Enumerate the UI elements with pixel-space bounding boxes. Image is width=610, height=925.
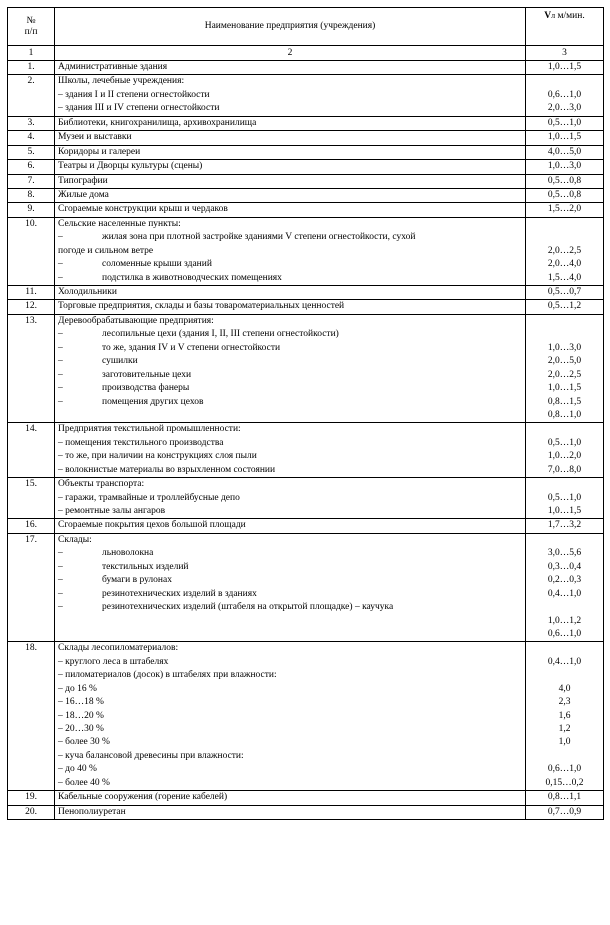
table-row — [8, 519, 604, 533]
table-row — [8, 300, 604, 314]
row-name-line: Склады: — [58, 534, 92, 545]
row-number — [8, 116, 55, 130]
row-value-line: 1,0…1,5 — [547, 132, 582, 143]
column-number-1: 1 — [8, 46, 55, 61]
row-number-text: 3. — [27, 117, 35, 128]
dash-bullet: – — [58, 602, 63, 613]
row-name-line: Предприятия текстильной промышленности: — [58, 424, 241, 435]
table-row — [8, 642, 604, 791]
row-number — [8, 300, 55, 314]
row-value-line — [526, 669, 603, 682]
row-name — [55, 174, 526, 188]
row-value-line — [526, 315, 603, 328]
row-name-line-text: текстильных изделий — [102, 561, 189, 572]
row-name — [55, 642, 526, 791]
row-name — [55, 116, 526, 130]
row-number — [8, 805, 55, 819]
row-name-line: – 20…30 % — [58, 724, 104, 734]
row-name — [55, 478, 526, 519]
row-value-line: 1,7…3,2 — [547, 520, 582, 531]
row-name-line-text: помещения других цехов — [102, 396, 204, 407]
row-name-line: Холодильники — [58, 287, 117, 297]
row-name-line-text: резинотехнических изделий (штабеля на открытой площадке) – каучука — [102, 602, 394, 613]
row-number — [8, 203, 55, 217]
row-value-line: 0,3…0,4 — [547, 561, 582, 572]
row-name-line: – до 40 % — [58, 764, 97, 775]
row-name-line — [55, 258, 525, 271]
row-name-line-text: заготовительные цехи — [102, 369, 192, 380]
row-value-line: 0,8…1,5 — [547, 396, 582, 407]
row-number — [8, 478, 55, 519]
row-value-line: 0,5…1,0 — [547, 492, 582, 503]
row-name-line: – круглого леса в штабелях — [58, 656, 169, 667]
row-name-line: Пенополиуретан — [58, 806, 126, 817]
row-name-line — [55, 231, 525, 244]
row-name-line: Сгораемые конструкции крыш и чердаков — [58, 204, 228, 215]
row-number — [8, 145, 55, 159]
row-value-line — [526, 75, 603, 88]
row-value-line: 0,6…1,0 — [547, 764, 582, 775]
row-name-line: – гаражи, трамвайные и троллейбусные депо — [58, 492, 240, 503]
row-name-line — [55, 272, 525, 285]
row-number-text: 14. — [25, 424, 37, 435]
row-name-line: – здания III и IV степени огнестойкости — [58, 103, 220, 114]
header-name-cell: Наименование предприятия (учреждения) — [55, 8, 526, 46]
row-name-line — [55, 342, 525, 355]
row-value-line — [526, 750, 603, 763]
row-name-line — [55, 547, 525, 560]
row-value-line: 7,0…8,0 — [547, 464, 582, 475]
row-name — [55, 61, 526, 75]
row-number-text: 15. — [25, 479, 37, 490]
row-name — [55, 145, 526, 159]
row-value — [526, 805, 604, 819]
row-value — [526, 519, 604, 533]
row-value-line: 1,0…3,0 — [547, 342, 582, 353]
row-name-line: Библиотеки, книгохранилища, архивохранилища — [58, 117, 257, 128]
row-value-line: 4,0 — [558, 683, 571, 694]
header-value-unit: м/мин. — [555, 11, 585, 21]
row-value-line — [526, 328, 603, 341]
dash-bullet: – — [58, 396, 63, 407]
row-name-line — [55, 382, 525, 395]
row-name-line: Деревообрабатывающие предприятия: — [58, 315, 214, 326]
row-number-text: 9. — [27, 204, 35, 215]
row-value-line: 1,0 — [558, 737, 571, 748]
row-value — [526, 145, 604, 159]
row-name-line-text: подстилка в животноводческих помещениях — [102, 272, 282, 283]
row-number — [8, 286, 55, 300]
row-number-text: 16. — [25, 520, 37, 531]
row-value-line: 0,5…1,0 — [547, 117, 582, 128]
row-name-line: погоде и сильном ветре — [58, 245, 154, 256]
row-value-line: 1,5…2,0 — [547, 204, 582, 215]
row-number-text: 18. — [25, 643, 37, 654]
row-value-line: 2,3 — [558, 697, 571, 708]
table-row — [8, 286, 604, 300]
row-number-text: 17. — [25, 534, 37, 545]
row-value-line — [526, 642, 603, 655]
row-name-line: Школы, лечебные учреждения: — [58, 76, 185, 87]
dash-bullet: – — [58, 575, 63, 586]
row-value-line — [526, 478, 603, 491]
row-name-line — [55, 588, 525, 601]
row-value-line: 2,0…5,0 — [547, 356, 582, 367]
row-value-line: 0,5…1,0 — [547, 437, 582, 448]
table-row — [8, 791, 604, 805]
dash-bullet: – — [58, 259, 63, 270]
table-row — [8, 160, 604, 174]
header-number-symbol: № — [26, 15, 36, 26]
dash-bullet: – — [58, 548, 63, 559]
row-value-line: 0,6…1,0 — [547, 89, 582, 100]
row-name-line-text: соломенные крыши зданий — [102, 259, 212, 270]
row-number-text: 13. — [25, 315, 37, 326]
table-row — [8, 423, 604, 478]
row-value-line — [526, 231, 603, 244]
row-number-text: 5. — [27, 146, 35, 157]
dash-bullet: – — [58, 356, 63, 367]
row-name-line: – 16…18 % — [58, 697, 104, 708]
table-row — [8, 61, 604, 75]
row-name-line — [55, 574, 525, 587]
table-header-row — [8, 8, 604, 46]
row-value — [526, 286, 604, 300]
row-name-line: – до 16 % — [58, 683, 97, 694]
row-value-line: 0,4…1,0 — [547, 656, 582, 667]
row-name-line-text: бумаги в рулонах — [102, 575, 172, 586]
row-value-line: 2,0…3,0 — [547, 103, 582, 114]
row-name-line-text: то же, здания IV и V степени огнестойкости — [102, 342, 281, 353]
row-value-line: 1,0…1,5 — [547, 506, 582, 516]
row-value-line: 2,0…2,5 — [547, 245, 582, 256]
table-row — [8, 217, 604, 285]
row-value-line: 0,5…1,2 — [547, 301, 582, 312]
dash-bullet: – — [58, 369, 63, 380]
row-number-text: 2. — [27, 76, 35, 87]
row-name — [55, 314, 526, 423]
row-number — [8, 188, 55, 202]
row-value-line — [526, 534, 603, 547]
table-row — [8, 805, 604, 819]
row-value — [526, 533, 604, 642]
row-name — [55, 131, 526, 145]
table-row — [8, 116, 604, 130]
row-name-line: Сельские населенные пункты: — [58, 218, 181, 229]
dash-bullet: – — [58, 383, 63, 394]
row-name-line-text: льноволокна — [102, 548, 154, 559]
row-name-line: Административные здания — [58, 62, 168, 72]
table-row — [8, 533, 604, 642]
row-number-text: 12. — [25, 301, 37, 312]
row-value — [526, 61, 604, 75]
row-value-line — [526, 423, 603, 436]
row-name-line-text: сушилки — [102, 356, 138, 367]
dash-bullet: – — [58, 561, 63, 572]
row-number-text: 20. — [25, 806, 37, 817]
row-value-line: 0,8…1,1 — [547, 792, 582, 803]
row-value — [526, 314, 604, 423]
row-value — [526, 791, 604, 805]
dash-bullet: – — [58, 329, 63, 340]
row-name-line: Торговые предприятия, склады и базы товароматериальных ценностей — [58, 301, 345, 312]
row-name-line — [55, 396, 525, 409]
row-value-line — [526, 601, 603, 614]
row-value-line: 1,0…1,2 — [547, 615, 582, 626]
row-name — [55, 203, 526, 217]
row-value-line: 0,8…1,0 — [547, 409, 582, 420]
row-value-line: 0,15…0,2 — [545, 777, 584, 788]
table-row — [8, 174, 604, 188]
row-name-line: Сгораемые покрытия цехов большой площади — [58, 520, 246, 531]
dash-bullet: – — [58, 588, 63, 599]
row-value-line — [526, 218, 603, 231]
row-name-line — [55, 328, 525, 341]
table-row — [8, 314, 604, 423]
row-name-line: Кабельные сооружения (горение кабелей) — [58, 792, 228, 803]
dash-bullet: – — [58, 272, 63, 283]
header-value-symbol: V — [544, 11, 552, 21]
row-name-line: – то же, при наличии на конструкциях слоя пыли — [58, 451, 257, 462]
row-name-line: – пиломатериалов (досок) в штабелях при влажности: — [58, 670, 277, 681]
row-value-line: 1,5…4,0 — [547, 272, 582, 283]
row-value — [526, 75, 604, 116]
header-value-subscript: л — [551, 11, 556, 20]
row-name-line-text: жилая зона при плотной застройке зданиями V степени огнестойкости, сухой — [102, 232, 416, 243]
row-number-text: 19. — [25, 792, 37, 803]
header-number-cell — [8, 8, 55, 46]
row-name-line — [55, 369, 525, 382]
row-name-line: Типографии — [58, 175, 108, 186]
row-value-line: 1,0…3,0 — [547, 161, 582, 172]
row-name-line: – куча балансовой древесины при влажности: — [58, 750, 244, 761]
row-value-line: 0,2…0,3 — [547, 575, 582, 586]
column-number-3: 3 — [526, 46, 604, 61]
row-value — [526, 116, 604, 130]
row-name-line — [55, 601, 525, 614]
row-value — [526, 300, 604, 314]
row-name — [55, 300, 526, 314]
row-number — [8, 423, 55, 478]
row-number — [8, 533, 55, 642]
row-number-text: 1. — [27, 62, 35, 72]
row-name — [55, 805, 526, 819]
row-value-line: 1,0…1,5 — [547, 62, 582, 72]
row-number — [8, 131, 55, 145]
row-name — [55, 160, 526, 174]
row-value — [526, 217, 604, 285]
row-name — [55, 519, 526, 533]
row-number — [8, 61, 55, 75]
fire-spread-speed-table — [7, 7, 604, 820]
row-name — [55, 75, 526, 116]
row-value — [526, 642, 604, 791]
row-name-line: Театры и Дворцы культуры (сцены) — [58, 161, 203, 172]
row-number — [8, 75, 55, 116]
row-name — [55, 423, 526, 478]
row-name-line: – помещения текстильного производства — [58, 437, 224, 448]
row-name-line: – 18…20 % — [58, 710, 104, 721]
row-value-line: 1,0…2,0 — [547, 451, 582, 462]
row-number — [8, 217, 55, 285]
row-value-line: 1,2 — [558, 724, 571, 734]
row-value-line: 1,0…1,5 — [547, 383, 582, 394]
fire-spread-speed-table-page — [7, 7, 604, 820]
row-number-text: 11. — [25, 287, 37, 297]
header-number-abbr: п/п — [24, 26, 38, 37]
row-value-line: 0,5…0,7 — [547, 287, 582, 297]
column-number-2: 2 — [55, 46, 526, 61]
row-value-line: 1,6 — [558, 710, 571, 721]
row-name-line: Жилые дома — [58, 189, 109, 200]
row-name-line-text: резинотехнических изделий в зданиях — [102, 588, 257, 599]
row-name-line: – здания I и II степени огнестойкости — [58, 89, 210, 100]
row-name — [55, 286, 526, 300]
row-number — [8, 642, 55, 791]
row-value-line: 0,5…0,8 — [547, 175, 582, 186]
row-value — [526, 174, 604, 188]
row-number — [8, 314, 55, 423]
row-value — [526, 478, 604, 519]
row-name — [55, 217, 526, 285]
row-value-line: 0,7…0,9 — [547, 806, 582, 817]
row-number — [8, 519, 55, 533]
row-name-line: Объекты транспорта: — [58, 479, 145, 490]
row-number — [8, 791, 55, 805]
row-value — [526, 131, 604, 145]
header-value-cell — [526, 8, 604, 46]
row-number-text: 6. — [27, 161, 35, 172]
table-row — [8, 188, 604, 202]
row-name-line: – более 40 % — [58, 777, 110, 788]
row-name-line — [55, 355, 525, 368]
row-name-line: – волокнистые материалы во взрыхленном состоянии — [58, 464, 276, 475]
row-value — [526, 203, 604, 217]
row-value-line: 0,4…1,0 — [547, 588, 582, 599]
row-value-line: 4,0…5,0 — [547, 146, 582, 157]
table-row — [8, 75, 604, 116]
dash-bullet: – — [58, 342, 63, 353]
row-value — [526, 423, 604, 478]
row-name-line: – ремонтные залы ангаров — [58, 506, 166, 516]
row-value-line: 2,0…4,0 — [547, 259, 582, 270]
row-name-line: – более 30 % — [58, 737, 110, 748]
row-value-line: 0,5…0,8 — [547, 189, 582, 200]
row-name-line — [55, 561, 525, 574]
row-name — [55, 533, 526, 642]
row-name — [55, 791, 526, 805]
row-value — [526, 188, 604, 202]
table-row — [8, 145, 604, 159]
row-number-text: 7. — [27, 175, 35, 186]
row-value-line: 0,6…1,0 — [547, 628, 582, 639]
row-number-text: 8. — [27, 189, 35, 200]
row-value — [526, 160, 604, 174]
table-row — [8, 478, 604, 519]
table-row — [8, 203, 604, 217]
row-value-line: 3,0…5,6 — [547, 548, 582, 559]
row-number — [8, 174, 55, 188]
column-number-row — [8, 46, 604, 61]
row-value-line: 2,0…2,5 — [547, 369, 582, 380]
row-name-line: Коридоры и галереи — [58, 146, 141, 157]
dash-bullet: – — [58, 232, 63, 243]
row-number-text: 4. — [27, 132, 35, 143]
row-name-line-text: производства фанеры — [102, 383, 190, 394]
table-row — [8, 131, 604, 145]
row-name-line-text: лесопильные цехи (здания I, II, III степени огнестойкости) — [102, 329, 339, 340]
row-name — [55, 188, 526, 202]
row-name-line: Музеи и выставки — [58, 132, 132, 143]
row-number-text: 10. — [25, 218, 37, 229]
row-name-line: Склады лесопиломатериалов: — [58, 643, 179, 654]
row-number — [8, 160, 55, 174]
